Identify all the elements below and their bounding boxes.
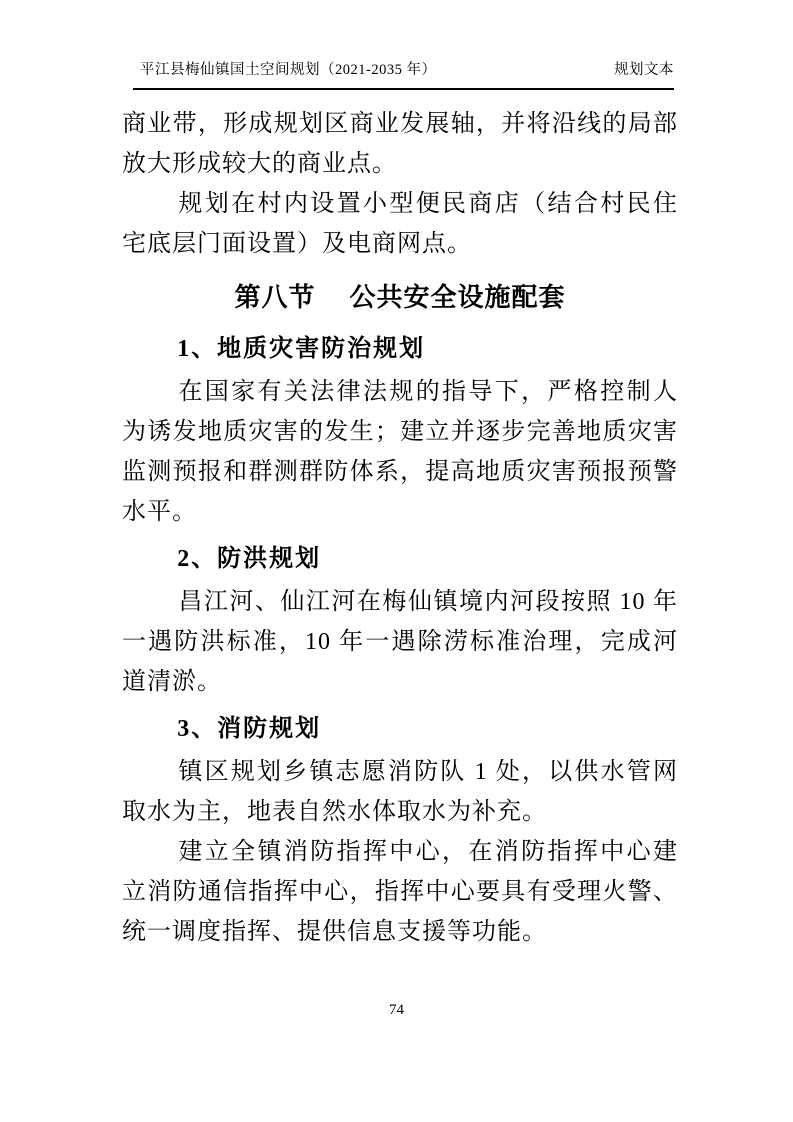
paragraph-village-shops: 规划在村内设置小型便民商店（结合村民住宅底层门面设置）及电商网点。 bbox=[122, 191, 678, 257]
header-document-title: 平江县梅仙镇国土空间规划（2021-2035 年） bbox=[140, 62, 437, 78]
section-number: 第八节 bbox=[234, 282, 316, 312]
paragraph-commercial-belt: 商业带，形成规划区商业发展轴，并将沿线的局部放大形成较大的商业点。 bbox=[122, 111, 678, 177]
document-body bbox=[122, 104, 678, 952]
section-title: 公共安全设施配套 bbox=[349, 282, 566, 312]
paragraph-geological-hazard: 在国家有关法律法规的指导下，严格控制人为诱发地质灾害的发生；建立并逐步完善地质灾害监测预报和群测群防体系，提高地质灾害预报预警水平。 bbox=[122, 379, 678, 525]
header-document-type-label: 规划文本 bbox=[614, 62, 674, 78]
subsection-flood-control bbox=[122, 536, 678, 702]
subsection-heading-flood-control: 2、防洪规划 bbox=[177, 546, 322, 572]
paragraph-flood-control: 昌江河、仙江河在梅仙镇境内河段按照 10 年一遇防洪标准，10 年一遇除涝标准治理，完成河道清淤。 bbox=[122, 589, 678, 695]
subsection-fire-protection bbox=[122, 706, 678, 952]
section-heading bbox=[122, 274, 678, 320]
page-number: 74 bbox=[389, 1002, 404, 1018]
paragraph-fire-command-center: 建立全镇消防指挥中心，在消防指挥中心建立消防通信指挥中心，指挥中心要具有受理火警、统一调度指挥、提供信息支援等功能。 bbox=[122, 839, 678, 945]
running-header bbox=[133, 58, 674, 90]
subsection-heading-geological-hazard: 1、地质灾害防治规划 bbox=[177, 336, 426, 362]
subsection-geological-hazard bbox=[122, 326, 678, 532]
paragraph-fire-brigade: 镇区规划乡镇志愿消防队 1 处，以供水管网取水为主，地表自然水体取水为补充。 bbox=[122, 759, 678, 825]
subsection-heading-fire-protection: 3、消防规划 bbox=[177, 716, 322, 742]
